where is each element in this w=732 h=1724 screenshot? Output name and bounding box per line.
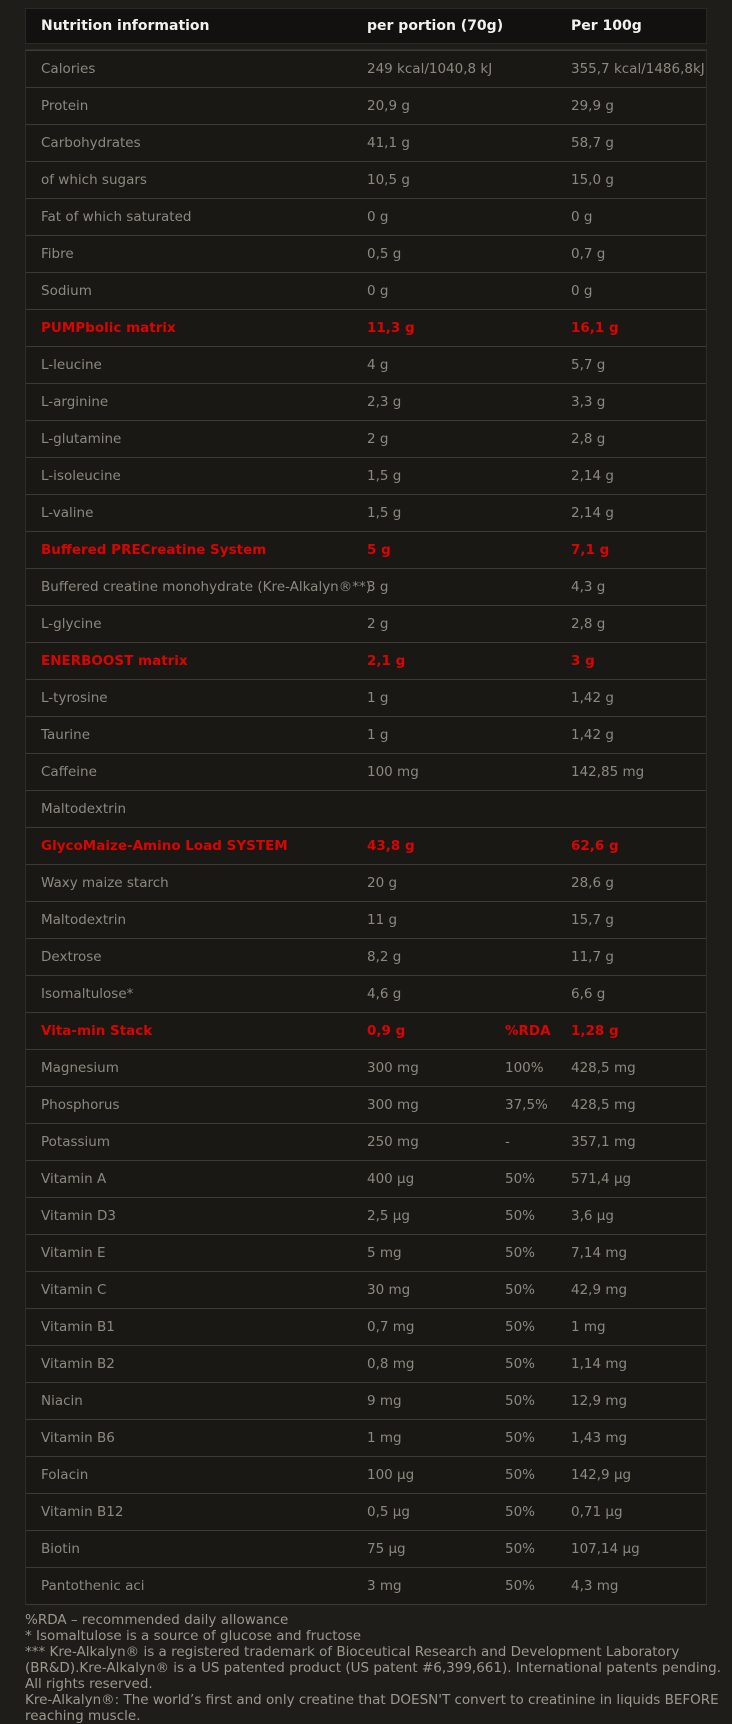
row-per100-value: 1,42 g	[571, 727, 614, 743]
row-label: PUMPbolic matrix	[41, 320, 176, 336]
row-per100-value: 571,4 µg	[571, 1171, 632, 1187]
row-portion-value: 0,5 µg	[367, 1504, 410, 1520]
row-label: Fat of which saturated	[41, 209, 192, 225]
footnote-line: * Isomaltulose is a source of glucose and fructose	[25, 1628, 362, 1644]
row-per100-value: 4,3 g	[571, 579, 606, 595]
table-row	[26, 87, 706, 124]
row-label: Vitamin D3	[41, 1208, 116, 1224]
row-label: L-isoleucine	[41, 468, 121, 484]
row-portion-value: 43,8 g	[367, 838, 415, 854]
table-row	[26, 679, 706, 716]
row-portion-value: 249 kcal/1040,8 kJ	[367, 61, 493, 77]
row-label: Vitamin E	[41, 1245, 106, 1261]
row-portion-value: 5 g	[367, 542, 391, 558]
row-per100-value: 357,1 mg	[571, 1134, 636, 1150]
row-portion-value: 41,1 g	[367, 135, 410, 151]
table-row	[26, 790, 706, 827]
row-label: L-arginine	[41, 394, 109, 410]
row-per100-value: 5,7 g	[571, 357, 606, 373]
row-label: Vitamin B6	[41, 1430, 115, 1446]
row-per100-value: 1 mg	[571, 1319, 606, 1335]
row-rda-value: 50%	[505, 1504, 536, 1520]
table-row	[26, 420, 706, 457]
row-portion-value: 2,1 g	[367, 653, 406, 669]
row-portion-value: 400 µg	[367, 1171, 415, 1187]
row-rda-value: 50%	[505, 1578, 536, 1594]
row-per100-value: 7,14 mg	[571, 1245, 628, 1261]
row-portion-value: 300 mg	[367, 1097, 419, 1113]
table-row	[26, 1345, 706, 1382]
row-portion-value: 100 mg	[367, 764, 419, 780]
row-label: Biotin	[41, 1541, 80, 1557]
table-row	[26, 1160, 706, 1197]
row-per100-value: 1,42 g	[571, 690, 614, 706]
row-portion-value: 0 g	[367, 283, 389, 299]
table-row	[26, 272, 706, 309]
row-label: Carbohydrates	[41, 135, 141, 151]
row-per100-value: 2,14 g	[571, 468, 614, 484]
row-label: Buffered PRECreatine System	[41, 542, 267, 558]
row-portion-value: 1 g	[367, 690, 389, 706]
row-rda-value: 50%	[505, 1282, 536, 1298]
row-per100-value: 2,14 g	[571, 505, 614, 521]
table-row	[26, 1567, 706, 1604]
table-header-portion: per portion (70g)	[367, 18, 504, 34]
row-portion-value: 5 mg	[367, 1245, 402, 1261]
row-rda-value: 50%	[505, 1171, 536, 1187]
table-row	[26, 1382, 706, 1419]
row-per100-value: 1,28 g	[571, 1023, 619, 1039]
row-portion-value: 4,6 g	[367, 986, 402, 1002]
row-portion-value: 9 mg	[367, 1393, 402, 1409]
row-portion-value: 0,5 g	[367, 246, 402, 262]
row-per100-value: 58,7 g	[571, 135, 614, 151]
table-row	[26, 1012, 706, 1049]
table-row	[26, 346, 706, 383]
row-per100-value: 2,8 g	[571, 616, 606, 632]
row-label: Vitamin A	[41, 1171, 107, 1187]
row-portion-value: 30 mg	[367, 1282, 411, 1298]
row-rda-value: 50%	[505, 1541, 536, 1557]
row-rda-value: 50%	[505, 1356, 536, 1372]
table-row	[26, 605, 706, 642]
row-per100-value: 107,14 µg	[571, 1541, 640, 1557]
row-label: Buffered creatine monohydrate (Kre-Alkalyn®**)	[41, 579, 372, 595]
row-label: L-valine	[41, 505, 94, 521]
row-label: L-glutamine	[41, 431, 122, 447]
row-per100-value: 355,7 kcal/1486,8kJ	[571, 61, 705, 77]
row-label: Magnesium	[41, 1060, 119, 1076]
table-row	[26, 864, 706, 901]
row-rda-value: -	[505, 1134, 510, 1150]
table-row	[26, 198, 706, 235]
table-body	[25, 49, 707, 1605]
row-label: L-glycine	[41, 616, 102, 632]
row-rda-value: 50%	[505, 1430, 536, 1446]
row-per100-value: 3 g	[571, 653, 595, 669]
table-row	[26, 1086, 706, 1123]
row-rda-value: 50%	[505, 1319, 536, 1335]
row-portion-value: 11,3 g	[367, 320, 415, 336]
row-label: Maltodextrin	[41, 912, 127, 928]
row-portion-value: 10,5 g	[367, 172, 410, 188]
row-label: Vitamin B1	[41, 1319, 115, 1335]
footnote-line: %RDA – recommended daily allowance	[25, 1612, 289, 1628]
row-rda-value: 50%	[505, 1208, 536, 1224]
row-per100-value: 4,3 mg	[571, 1578, 619, 1594]
row-per100-value: 428,5 mg	[571, 1060, 636, 1076]
row-portion-value: 1 mg	[367, 1430, 402, 1446]
row-portion-value: 3 mg	[367, 1578, 402, 1594]
table-header-per100: Per 100g	[571, 18, 642, 34]
row-per100-value: 28,6 g	[571, 875, 614, 891]
row-per100-value: 11,7 g	[571, 949, 614, 965]
row-rda-value: 100%	[505, 1060, 544, 1076]
row-portion-value: 1 g	[367, 727, 389, 743]
row-label: GlycoMaize-Amino Load SYSTEM	[41, 838, 288, 854]
table-row	[26, 1493, 706, 1530]
row-label: Sodium	[41, 283, 92, 299]
row-per100-value: 42,9 mg	[571, 1282, 628, 1298]
row-rda-value: 37,5%	[505, 1097, 548, 1113]
row-label: Isomaltulose*	[41, 986, 134, 1002]
row-label: Folacin	[41, 1467, 89, 1483]
table-row	[26, 1234, 706, 1271]
row-per100-value: 6,6 g	[571, 986, 606, 1002]
table-row	[26, 1456, 706, 1493]
row-portion-value: 4 g	[367, 357, 389, 373]
row-portion-value: 1,5 g	[367, 505, 402, 521]
table-row	[26, 124, 706, 161]
row-portion-value: 300 mg	[367, 1060, 419, 1076]
row-label: Vita-min Stack	[41, 1023, 153, 1039]
row-label: Niacin	[41, 1393, 83, 1409]
table-row	[26, 309, 706, 346]
table-row	[26, 716, 706, 753]
row-per100-value: 15,0 g	[571, 172, 614, 188]
table-row	[26, 1530, 706, 1567]
row-portion-value: 250 mg	[367, 1134, 419, 1150]
row-portion-value: 1,5 g	[367, 468, 402, 484]
table-row	[26, 383, 706, 420]
table-row	[26, 568, 706, 605]
row-label: Calories	[41, 61, 96, 77]
row-portion-value: 0 g	[367, 209, 389, 225]
table-row	[26, 1271, 706, 1308]
table-row	[26, 1197, 706, 1234]
table-row	[26, 457, 706, 494]
row-per100-value: 142,9 µg	[571, 1467, 632, 1483]
footnote-line: Kre-Alkalyn®: The world’s first and only creatine that DOESN'T convert to creatinine in liquids BEFORE reaching muscle.	[25, 1692, 719, 1724]
row-per100-value: 12,9 mg	[571, 1393, 628, 1409]
footnote-line: *** Kre-Alkalyn® is a registered trademark of Bioceutical Research and Development Laboratory (BR&D).Kre-Alkalyn® is a US patented product (US patent #6,399,661). International patents pending. All rights reserved.	[25, 1644, 722, 1692]
row-label: Protein	[41, 98, 89, 114]
row-portion-value: 2 g	[367, 616, 389, 632]
row-label: Taurine	[41, 727, 91, 743]
row-label: Fibre	[41, 246, 74, 262]
row-portion-value: 100 µg	[367, 1467, 415, 1483]
row-portion-value: 3 g	[367, 579, 389, 595]
row-per100-value: 3,6 µg	[571, 1208, 614, 1224]
row-per100-value: 1,43 mg	[571, 1430, 628, 1446]
table-row	[26, 1419, 706, 1456]
row-rda-value: 50%	[505, 1245, 536, 1261]
row-label: Pantothenic aci	[41, 1578, 145, 1594]
row-label: Vitamin C	[41, 1282, 107, 1298]
footnotes	[25, 1612, 727, 1724]
row-rda-value: %RDA	[505, 1023, 551, 1039]
row-per100-value: 62,6 g	[571, 838, 619, 854]
row-portion-value: 0,9 g	[367, 1023, 406, 1039]
nutrition-table	[25, 8, 707, 1605]
table-row	[26, 827, 706, 864]
table-row	[26, 50, 706, 87]
row-label: Dextrose	[41, 949, 102, 965]
row-per100-value: 29,9 g	[571, 98, 614, 114]
row-per100-value: 1,14 mg	[571, 1356, 628, 1372]
row-portion-value: 20,9 g	[367, 98, 410, 114]
row-portion-value: 2,5 µg	[367, 1208, 410, 1224]
row-label: Maltodextrin	[41, 801, 127, 817]
row-rda-value: 50%	[505, 1467, 536, 1483]
table-row	[26, 531, 706, 568]
row-label: L-leucine	[41, 357, 102, 373]
row-portion-value: 75 µg	[367, 1541, 406, 1557]
table-row	[26, 642, 706, 679]
row-portion-value: 20 g	[367, 875, 398, 891]
row-label: Caffeine	[41, 764, 97, 780]
table-row	[26, 161, 706, 198]
table-row	[26, 1049, 706, 1086]
row-per100-value: 2,8 g	[571, 431, 606, 447]
table-row	[26, 1123, 706, 1160]
row-portion-value: 11 g	[367, 912, 398, 928]
row-label: Waxy maize starch	[41, 875, 169, 891]
row-per100-value: 15,7 g	[571, 912, 614, 928]
table-header-label: Nutrition information	[41, 18, 210, 34]
row-portion-value: 2 g	[367, 431, 389, 447]
row-label: Phosphorus	[41, 1097, 120, 1113]
row-portion-value: 0,7 mg	[367, 1319, 415, 1335]
row-per100-value: 16,1 g	[571, 320, 619, 336]
table-row	[26, 1308, 706, 1345]
table-row	[26, 938, 706, 975]
row-label: Vitamin B2	[41, 1356, 115, 1372]
table-row	[26, 235, 706, 272]
table-row	[26, 753, 706, 790]
row-per100-value: 0,7 g	[571, 246, 606, 262]
row-portion-value: 8,2 g	[367, 949, 402, 965]
row-label: of which sugars	[41, 172, 147, 188]
row-per100-value: 0,71 µg	[571, 1504, 623, 1520]
row-per100-value: 3,3 g	[571, 394, 606, 410]
table-row	[26, 975, 706, 1012]
row-per100-value: 428,5 mg	[571, 1097, 636, 1113]
table-row	[26, 901, 706, 938]
table-header-row	[25, 8, 707, 44]
row-label: ENERBOOST matrix	[41, 653, 188, 669]
row-rda-value: 50%	[505, 1393, 536, 1409]
row-label: Vitamin B12	[41, 1504, 124, 1520]
table-row	[26, 494, 706, 531]
row-portion-value: 2,3 g	[367, 394, 402, 410]
row-per100-value: 0 g	[571, 209, 593, 225]
row-per100-value: 7,1 g	[571, 542, 610, 558]
row-portion-value: 0,8 mg	[367, 1356, 415, 1372]
row-label: L-tyrosine	[41, 690, 108, 706]
row-label: Potassium	[41, 1134, 111, 1150]
row-per100-value: 142,85 mg	[571, 764, 645, 780]
row-per100-value: 0 g	[571, 283, 593, 299]
